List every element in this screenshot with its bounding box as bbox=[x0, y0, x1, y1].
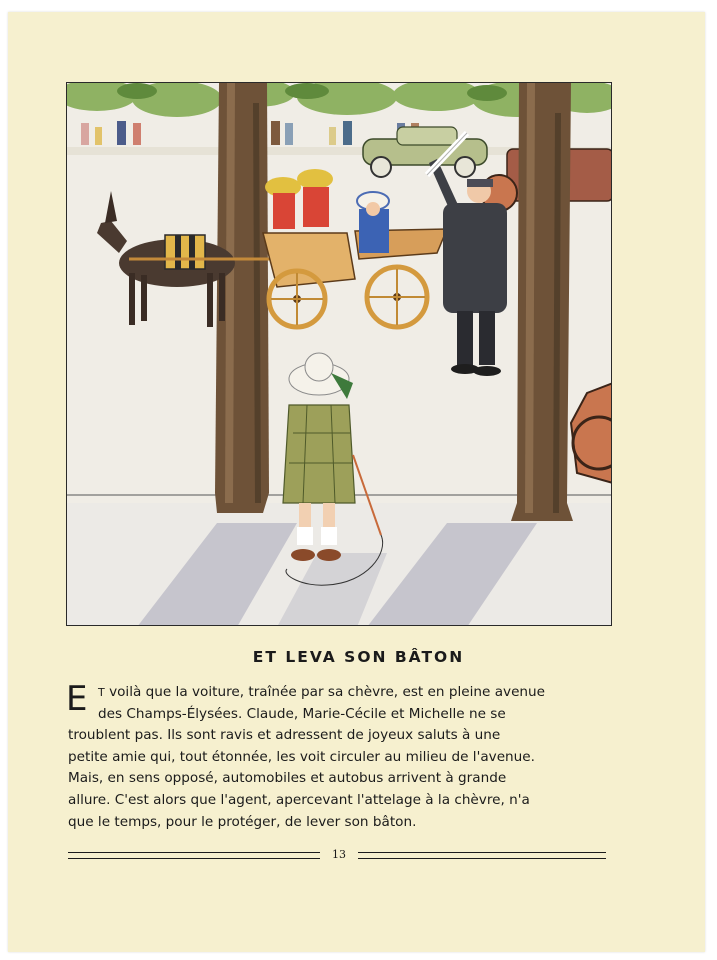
footer-rule-left bbox=[68, 852, 320, 859]
text-line-6: allure. C'est alors que l'agent, apercevant l'attelage à la chèvre, n'a bbox=[68, 791, 530, 808]
text-line-7: que le temps, pour le protéger, de lever son bâton. bbox=[68, 813, 417, 830]
chapter-title: ET LEVA SON BÂTON bbox=[252, 648, 465, 666]
text-line-1-start: T voilà que la voiture, traînée par sa chèvre, est en pleine avenue bbox=[98, 684, 546, 700]
text-line-2: des Champs-Élysées. Claude, Marie-Cécile et Michelle ne se bbox=[98, 705, 506, 722]
text-line-1 bbox=[68, 682, 606, 704]
body-paragraph bbox=[66, 679, 606, 833]
footer-rule-right bbox=[358, 852, 606, 859]
drop-cap: E bbox=[66, 679, 88, 719]
text-line-5: Mais, en sens opposé, automobiles et autobus arrivent à grande bbox=[68, 770, 507, 787]
text-line-4: petite amie qui, tout étonnée, les voit circuler au milieu de l'avenue. bbox=[68, 748, 535, 765]
illustration bbox=[66, 82, 612, 626]
text-line-3: troublent pas. Ils sont ravis et adressent de joyeux saluts à une bbox=[68, 727, 501, 744]
page-number: 13 bbox=[332, 848, 346, 861]
tree-trunk-right bbox=[511, 83, 573, 521]
